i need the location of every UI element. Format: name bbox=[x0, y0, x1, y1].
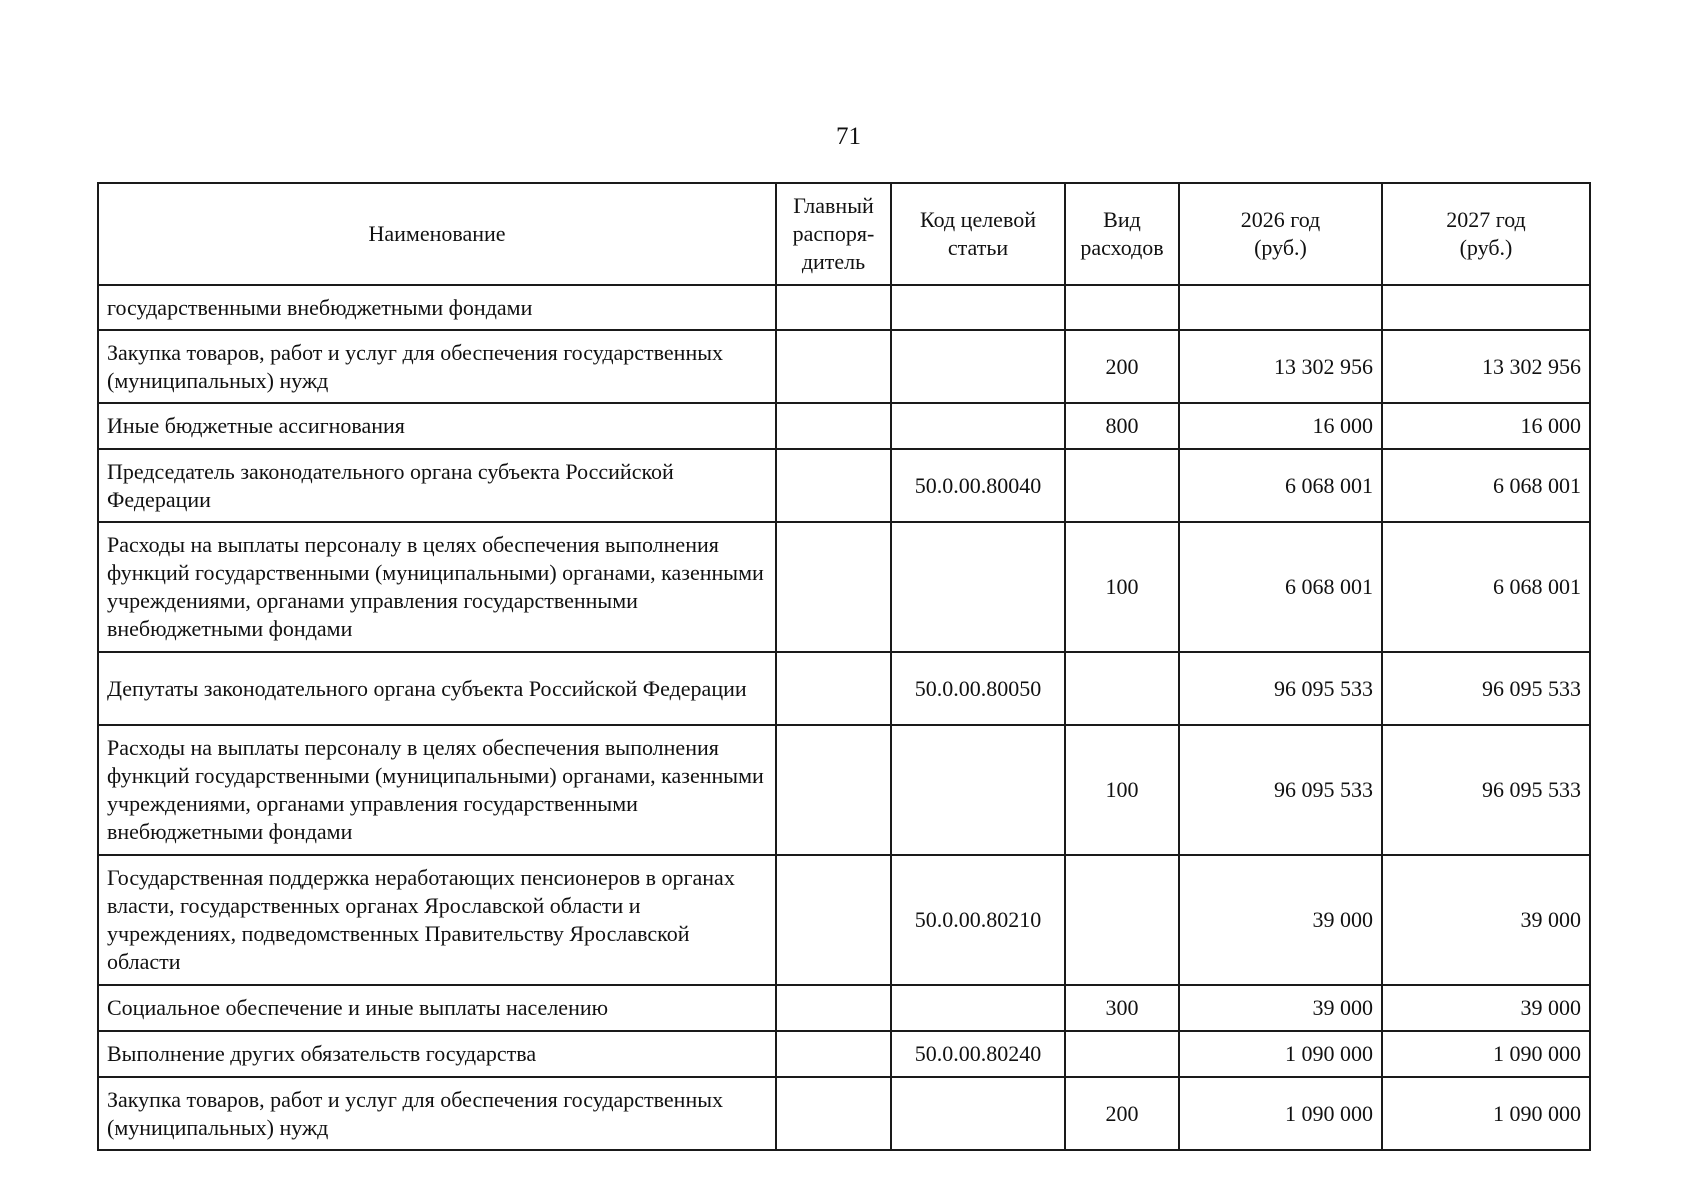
header-manager-line2: распоря- bbox=[792, 221, 875, 246]
cell-type bbox=[1065, 449, 1179, 522]
cell-code: 50.0.00.80240 bbox=[891, 1031, 1065, 1077]
cell-2027: 6 068 001 bbox=[1382, 449, 1590, 522]
budget-table bbox=[97, 182, 1591, 1151]
header-code bbox=[891, 183, 1065, 285]
table-row bbox=[98, 985, 1590, 1031]
cell-type: 800 bbox=[1065, 403, 1179, 449]
header-2026-line1: 2026 год bbox=[1240, 207, 1321, 232]
cell-type: 300 bbox=[1065, 985, 1179, 1031]
header-manager bbox=[776, 183, 891, 285]
cell-manager bbox=[776, 330, 891, 403]
header-code-line2: статьи bbox=[947, 235, 1009, 260]
header-type bbox=[1065, 183, 1179, 285]
cell-name: Государственная поддержка неработающих пенсионеров в органах власти, государственных органах Ярославской области и учреждениях, подведомственных Правительству Ярославской области bbox=[98, 855, 776, 985]
cell-code: 50.0.00.80050 bbox=[891, 652, 1065, 725]
cell-manager bbox=[776, 285, 891, 330]
table-header-row bbox=[98, 183, 1590, 285]
cell-type bbox=[1065, 855, 1179, 985]
cell-name: государственными внебюджетными фондами bbox=[98, 285, 776, 330]
header-2026-line2: (руб.) bbox=[1254, 235, 1307, 260]
cell-2027: 1 090 000 bbox=[1382, 1031, 1590, 1077]
cell-name: Социальное обеспечение и иные выплаты населению bbox=[98, 985, 776, 1031]
cell-2027: 16 000 bbox=[1382, 403, 1590, 449]
cell-2026 bbox=[1179, 285, 1382, 330]
cell-2027: 39 000 bbox=[1382, 985, 1590, 1031]
cell-2026: 96 095 533 bbox=[1179, 652, 1382, 725]
table-row bbox=[98, 449, 1590, 522]
table-row bbox=[98, 725, 1590, 855]
cell-name: Иные бюджетные ассигнования bbox=[98, 403, 776, 449]
cell-2026: 1 090 000 bbox=[1179, 1077, 1382, 1150]
header-2027-line2: (руб.) bbox=[1459, 235, 1513, 260]
cell-type bbox=[1065, 285, 1179, 330]
cell-code bbox=[891, 522, 1065, 652]
cell-manager bbox=[776, 449, 891, 522]
header-manager-line1: Главный bbox=[793, 193, 874, 218]
cell-code bbox=[891, 1077, 1065, 1150]
table-row bbox=[98, 652, 1590, 725]
cell-code bbox=[891, 985, 1065, 1031]
cell-type: 100 bbox=[1065, 522, 1179, 652]
cell-2026: 39 000 bbox=[1179, 985, 1382, 1031]
cell-name: Выполнение других обязательств государства bbox=[98, 1031, 776, 1077]
header-code-line1: Код целевой bbox=[920, 207, 1036, 232]
cell-2027: 1 090 000 bbox=[1382, 1077, 1590, 1150]
cell-2026: 39 000 bbox=[1179, 855, 1382, 985]
cell-2027: 39 000 bbox=[1382, 855, 1590, 985]
cell-code bbox=[891, 725, 1065, 855]
cell-name: Закупка товаров, работ и услуг для обеспечения государственных (муниципальных) нужд bbox=[98, 330, 776, 403]
cell-manager bbox=[776, 652, 891, 725]
table-row bbox=[98, 855, 1590, 985]
cell-code: 50.0.00.80040 bbox=[891, 449, 1065, 522]
cell-name: Расходы на выплаты персоналу в целях обеспечения выполнения функций государственными (муниципальными) органами, казенными учреждениями, органами управления государственными внебюджетными фондами bbox=[98, 522, 776, 652]
cell-2027: 96 095 533 bbox=[1382, 652, 1590, 725]
cell-2027: 13 302 956 bbox=[1382, 330, 1590, 403]
cell-manager bbox=[776, 1031, 891, 1077]
cell-2026: 1 090 000 bbox=[1179, 1031, 1382, 1077]
cell-2026: 13 302 956 bbox=[1179, 330, 1382, 403]
cell-name: Председатель законодательного органа субъекта Российской Федерации bbox=[98, 449, 776, 522]
header-type-line1: Вид bbox=[1103, 207, 1141, 232]
header-name bbox=[98, 183, 776, 285]
cell-2027 bbox=[1382, 285, 1590, 330]
cell-type: 200 bbox=[1065, 330, 1179, 403]
cell-code bbox=[891, 403, 1065, 449]
cell-2026: 96 095 533 bbox=[1179, 725, 1382, 855]
cell-manager bbox=[776, 855, 891, 985]
cell-name: Расходы на выплаты персоналу в целях обеспечения выполнения функций государственными (муниципальными) органами, казенными учреждениями, органами управления государственными внебюджетными фондами bbox=[98, 725, 776, 855]
table-row bbox=[98, 285, 1590, 330]
cell-name: Закупка товаров, работ и услуг для обеспечения государственных (муниципальных) нужд bbox=[98, 1077, 776, 1150]
header-2027 bbox=[1382, 183, 1590, 285]
table-row bbox=[98, 522, 1590, 652]
header-name-label: Наименование bbox=[368, 221, 506, 246]
header-manager-line3: дитель bbox=[801, 249, 866, 274]
cell-type: 100 bbox=[1065, 725, 1179, 855]
header-type-line2: расходов bbox=[1080, 235, 1164, 260]
table-row bbox=[98, 403, 1590, 449]
cell-2027: 6 068 001 bbox=[1382, 522, 1590, 652]
cell-type: 200 bbox=[1065, 1077, 1179, 1150]
cell-name: Депутаты законодательного органа субъекта Российской Федерации bbox=[98, 652, 776, 725]
table-row bbox=[98, 330, 1590, 403]
cell-manager bbox=[776, 403, 891, 449]
table-row bbox=[98, 1031, 1590, 1077]
cell-manager bbox=[776, 1077, 891, 1150]
cell-2026: 6 068 001 bbox=[1179, 522, 1382, 652]
cell-2027: 96 095 533 bbox=[1382, 725, 1590, 855]
cell-manager bbox=[776, 522, 891, 652]
page-number: 71 bbox=[836, 123, 861, 150]
cell-2026: 16 000 bbox=[1179, 403, 1382, 449]
cell-manager bbox=[776, 985, 891, 1031]
header-2027-line1: 2027 год bbox=[1446, 207, 1526, 232]
cell-code bbox=[891, 285, 1065, 330]
cell-2026: 6 068 001 bbox=[1179, 449, 1382, 522]
table-row bbox=[98, 1077, 1590, 1150]
cell-code bbox=[891, 330, 1065, 403]
cell-type bbox=[1065, 1031, 1179, 1077]
header-2026 bbox=[1179, 183, 1382, 285]
cell-manager bbox=[776, 725, 891, 855]
cell-type bbox=[1065, 652, 1179, 725]
cell-code: 50.0.00.80210 bbox=[891, 855, 1065, 985]
